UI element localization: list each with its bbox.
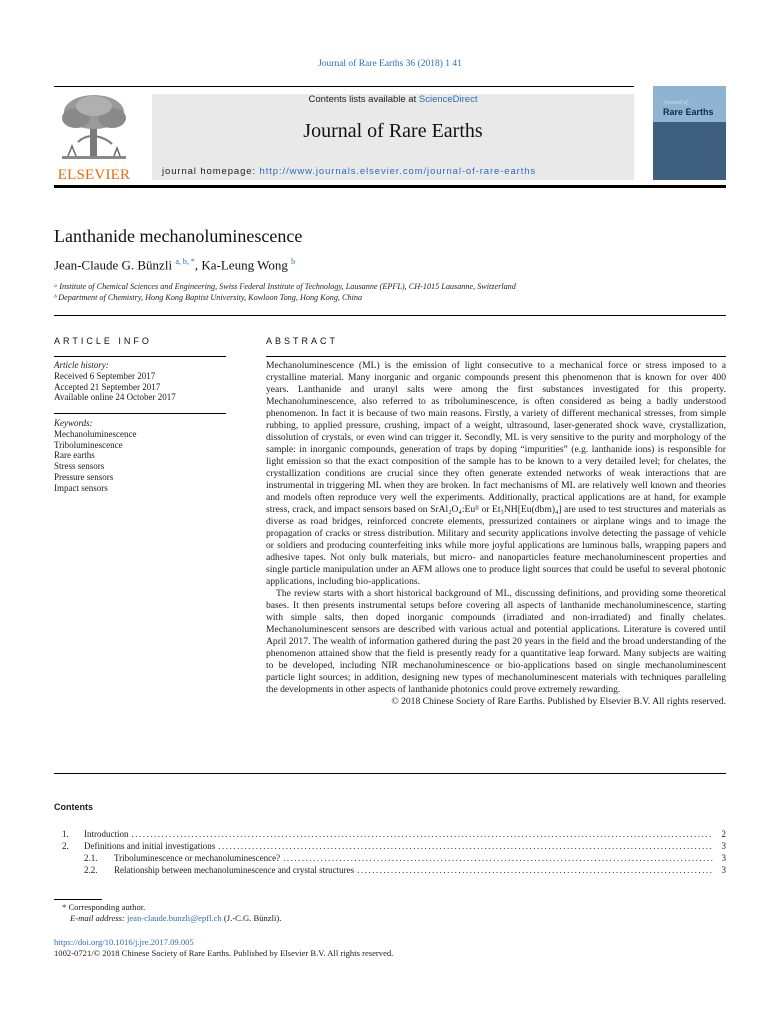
toc-label: Relationship between mechanoluminescence and crystal structures: [114, 865, 355, 875]
elsevier-wordmark[interactable]: ELSEVIER: [57, 167, 131, 183]
article-title: Lanthanide mechanoluminescence: [54, 226, 303, 246]
keyword-item: Triboluminescence: [54, 439, 123, 450]
accepted-date: Accepted 21 September 2017: [54, 381, 161, 392]
toc-leader: [357, 864, 713, 876]
journal-homepage-line: [162, 166, 632, 177]
author-name: , Ka-Leung Wong: [194, 257, 288, 273]
corresponding-author-note: * Corresponding author.: [62, 902, 146, 912]
keyword-item: Mechanoluminescence: [54, 428, 137, 439]
cover-title: Rare Earths: [663, 107, 714, 117]
toc-entry[interactable]: [54, 828, 726, 840]
toc-label: Definitions and initial investigations: [84, 841, 216, 851]
toc-number: 2.: [62, 841, 69, 851]
affiliation-b: ᵇ Department of Chemistry, Hong Kong Baptist University, Kowloon Tong, Hong Kong, China: [54, 293, 363, 302]
toc-number: 2.1.: [84, 853, 98, 863]
contents-available-line: [152, 94, 634, 105]
email-footnote: [70, 913, 281, 923]
author-name: Jean-Claude G. Bünzli: [54, 257, 173, 273]
tree-logo-icon: [54, 92, 134, 164]
keyword-item: Stress sensors: [54, 461, 105, 472]
toc-entry[interactable]: [54, 852, 726, 864]
online-date: Available online 24 October 2017: [54, 392, 176, 403]
author-affiliation-marks[interactable]: a, b, *: [175, 257, 195, 266]
affiliation-a: ᵃ Institute of Chemical Sciences and Engineering, Swiss Federal Institute of Technology, Lausanne (EPFL), CH-1015 Lausanne, Switzerland: [54, 282, 516, 291]
journal-cover-thumbnail[interactable]: [653, 86, 726, 180]
toc-leader: [283, 852, 713, 864]
toc-number: 2.2.: [84, 865, 98, 875]
section-rule: [54, 315, 726, 316]
homepage-prefix: journal homepage:: [162, 166, 260, 177]
keywords-block: [54, 418, 226, 494]
toc-page: 3: [721, 853, 726, 863]
section-rule: [54, 773, 726, 774]
footnote-rule: [54, 899, 102, 900]
keyword-item: Pressure sensors: [54, 471, 114, 482]
keyword-item: Impact sensors: [54, 482, 108, 493]
author-email-link[interactable]: jean-claude.bunzli@epfl.ch: [126, 913, 222, 923]
contents-prefix: Contents lists available at: [308, 94, 419, 105]
keywords-label: Keywords:: [54, 418, 93, 428]
abstract-body: [266, 360, 726, 708]
article-info-rule: [54, 356, 226, 357]
abstract-heading: ABSTRACT: [266, 336, 339, 346]
abstract-paragraph: Mechanoluminescence (ML) is the emission of light consecutive to a mechanical force or stress imposed to a crystalline material. Many inorganic and organic compounds present this phenomenon that is known for over 400 years. Lanthanide and uranyl salts were among the first substances investigated for this property. Mechanoluminescence, also referred to as triboluminescence, is often considered as being a badly understood phenomenon. In fact it is because of two main reasons. Firstly, a variety of different mechanical stresses, from simple rubbing, to applied pressure, crushing, impact of a weight, ultrasound, laser-generated shock wave, crystallization, dissolution of crystals, or even wind can trigger it. Secondly, ML is very sensitive to the purity and morphology of the sample: in inorganic compounds, generation of traps by doping “impurities” (e.g. lanthanide ions) is responsible for light emission so that the exact composition of the sample has to be known to a very detailed level; for chelates, the crystallization conditions are crucial since they often generate extended networks of weak interactions that are instrumental in triggering ML when they are broken. In fact mechanisms of ML are relatively well known and theories and models often reproduce very well the experiments. Additionally, practical applications are at hand, for example stress, crack, and impact sensors based on SrAl₂O₄:Euᴵᴵ or Et₃NH[Eu(dbm)₄] are used to test structures and materials as diverse as road bridges, reinforced concrete elements, pressurized containers or airplane wings and to image the propagation of cracks or stress distribution. Military and security applications involve detecting the passage of vehicle or soldiers and producing counterfeiting inks while more joyful applications are luminous balls, wrapping papers and adhesive tapes. Not only bulk materials, but micro- and nanoparticles feature mechanoluminescent properties and single particle manipulation under an AFM allows one to produce light sources that could be useful to several photonic applications, including bio-applications.: [266, 360, 726, 588]
history-label: Article history:: [54, 360, 109, 370]
article-info-heading: ARTICLE INFO: [54, 336, 152, 346]
abstract-copyright: © 2018 Chinese Society of Rare Earths. Published by Elsevier B.V. All rights reserved.: [391, 696, 726, 708]
doi-link[interactable]: https://doi.org/10.1016/j.jre.2017.09.005: [54, 937, 194, 947]
toc-page: 2: [721, 829, 726, 839]
author-affiliation-marks[interactable]: b: [291, 257, 296, 266]
email-label: E-mail address:: [70, 913, 127, 923]
toc-entry[interactable]: [54, 840, 726, 852]
contents-heading: Contents: [54, 802, 93, 812]
email-suffix: (J.-C.G. Bünzli).: [221, 913, 282, 923]
toc-page: 3: [721, 865, 726, 875]
toc-leader: [218, 840, 713, 852]
sciencedirect-link[interactable]: ScienceDirect: [418, 94, 478, 105]
homepage-link[interactable]: http://www.journals.elsevier.com/journal-of-rare-earths: [259, 166, 537, 177]
abstract-rule: [266, 356, 726, 357]
header-thick-rule: [54, 185, 726, 188]
abstract-paragraph: The review starts with a short historical background of ML, discussing definitions, and providing some theoretical bases. It then presents instrumental setups before covering all aspects of lanthanide mechanoluminescence, starting with simple salts, then doped inorganic compounds (irradiated and non-irradiated) and finally chelates. Mechanoluminescent sensors are described with various actual and potential applications. Literature is covered until April 2017. The wealth of information gathered during the past 20 years in the field and the broad understanding of the phenomenon attained show that the field is presently ready for a quantitative leap forward. Many subjects are waiting to be developed, including NIR mechanoluminescence or bio-applications based on single mechanoluminescent particle light sources; in addition, designing new types of mechanoluminescent materials with techniques paralleling the developments in other aspects of lanthanide photonics could prove extremely rewarding.: [266, 588, 726, 696]
keyword-item: Rare earths: [54, 450, 95, 461]
journal-citation-link[interactable]: Journal of Rare Earths 36 (2018) 1 41: [318, 59, 462, 69]
header-top-rule: [54, 86, 634, 87]
article-info-rule: [54, 413, 226, 414]
toc-number: 1.: [62, 829, 69, 839]
toc-leader: [132, 828, 714, 840]
article-history: [54, 360, 226, 403]
received-date: Received 6 September 2017: [54, 370, 156, 381]
toc-label: Triboluminescence or mechanoluminescence?: [114, 853, 281, 863]
author-list: [54, 257, 295, 273]
toc-label: Introduction: [84, 829, 129, 839]
cover-text-top: Journal of: [663, 100, 688, 106]
issn-copyright: 1002-0721/© 2018 Chinese Society of Rare Earths. Published by Elsevier B.V. All rights reserved.: [54, 948, 394, 958]
journal-title: Journal of Rare Earths: [303, 120, 483, 142]
toc-page: 3: [721, 841, 726, 851]
toc-entry[interactable]: [54, 864, 726, 876]
